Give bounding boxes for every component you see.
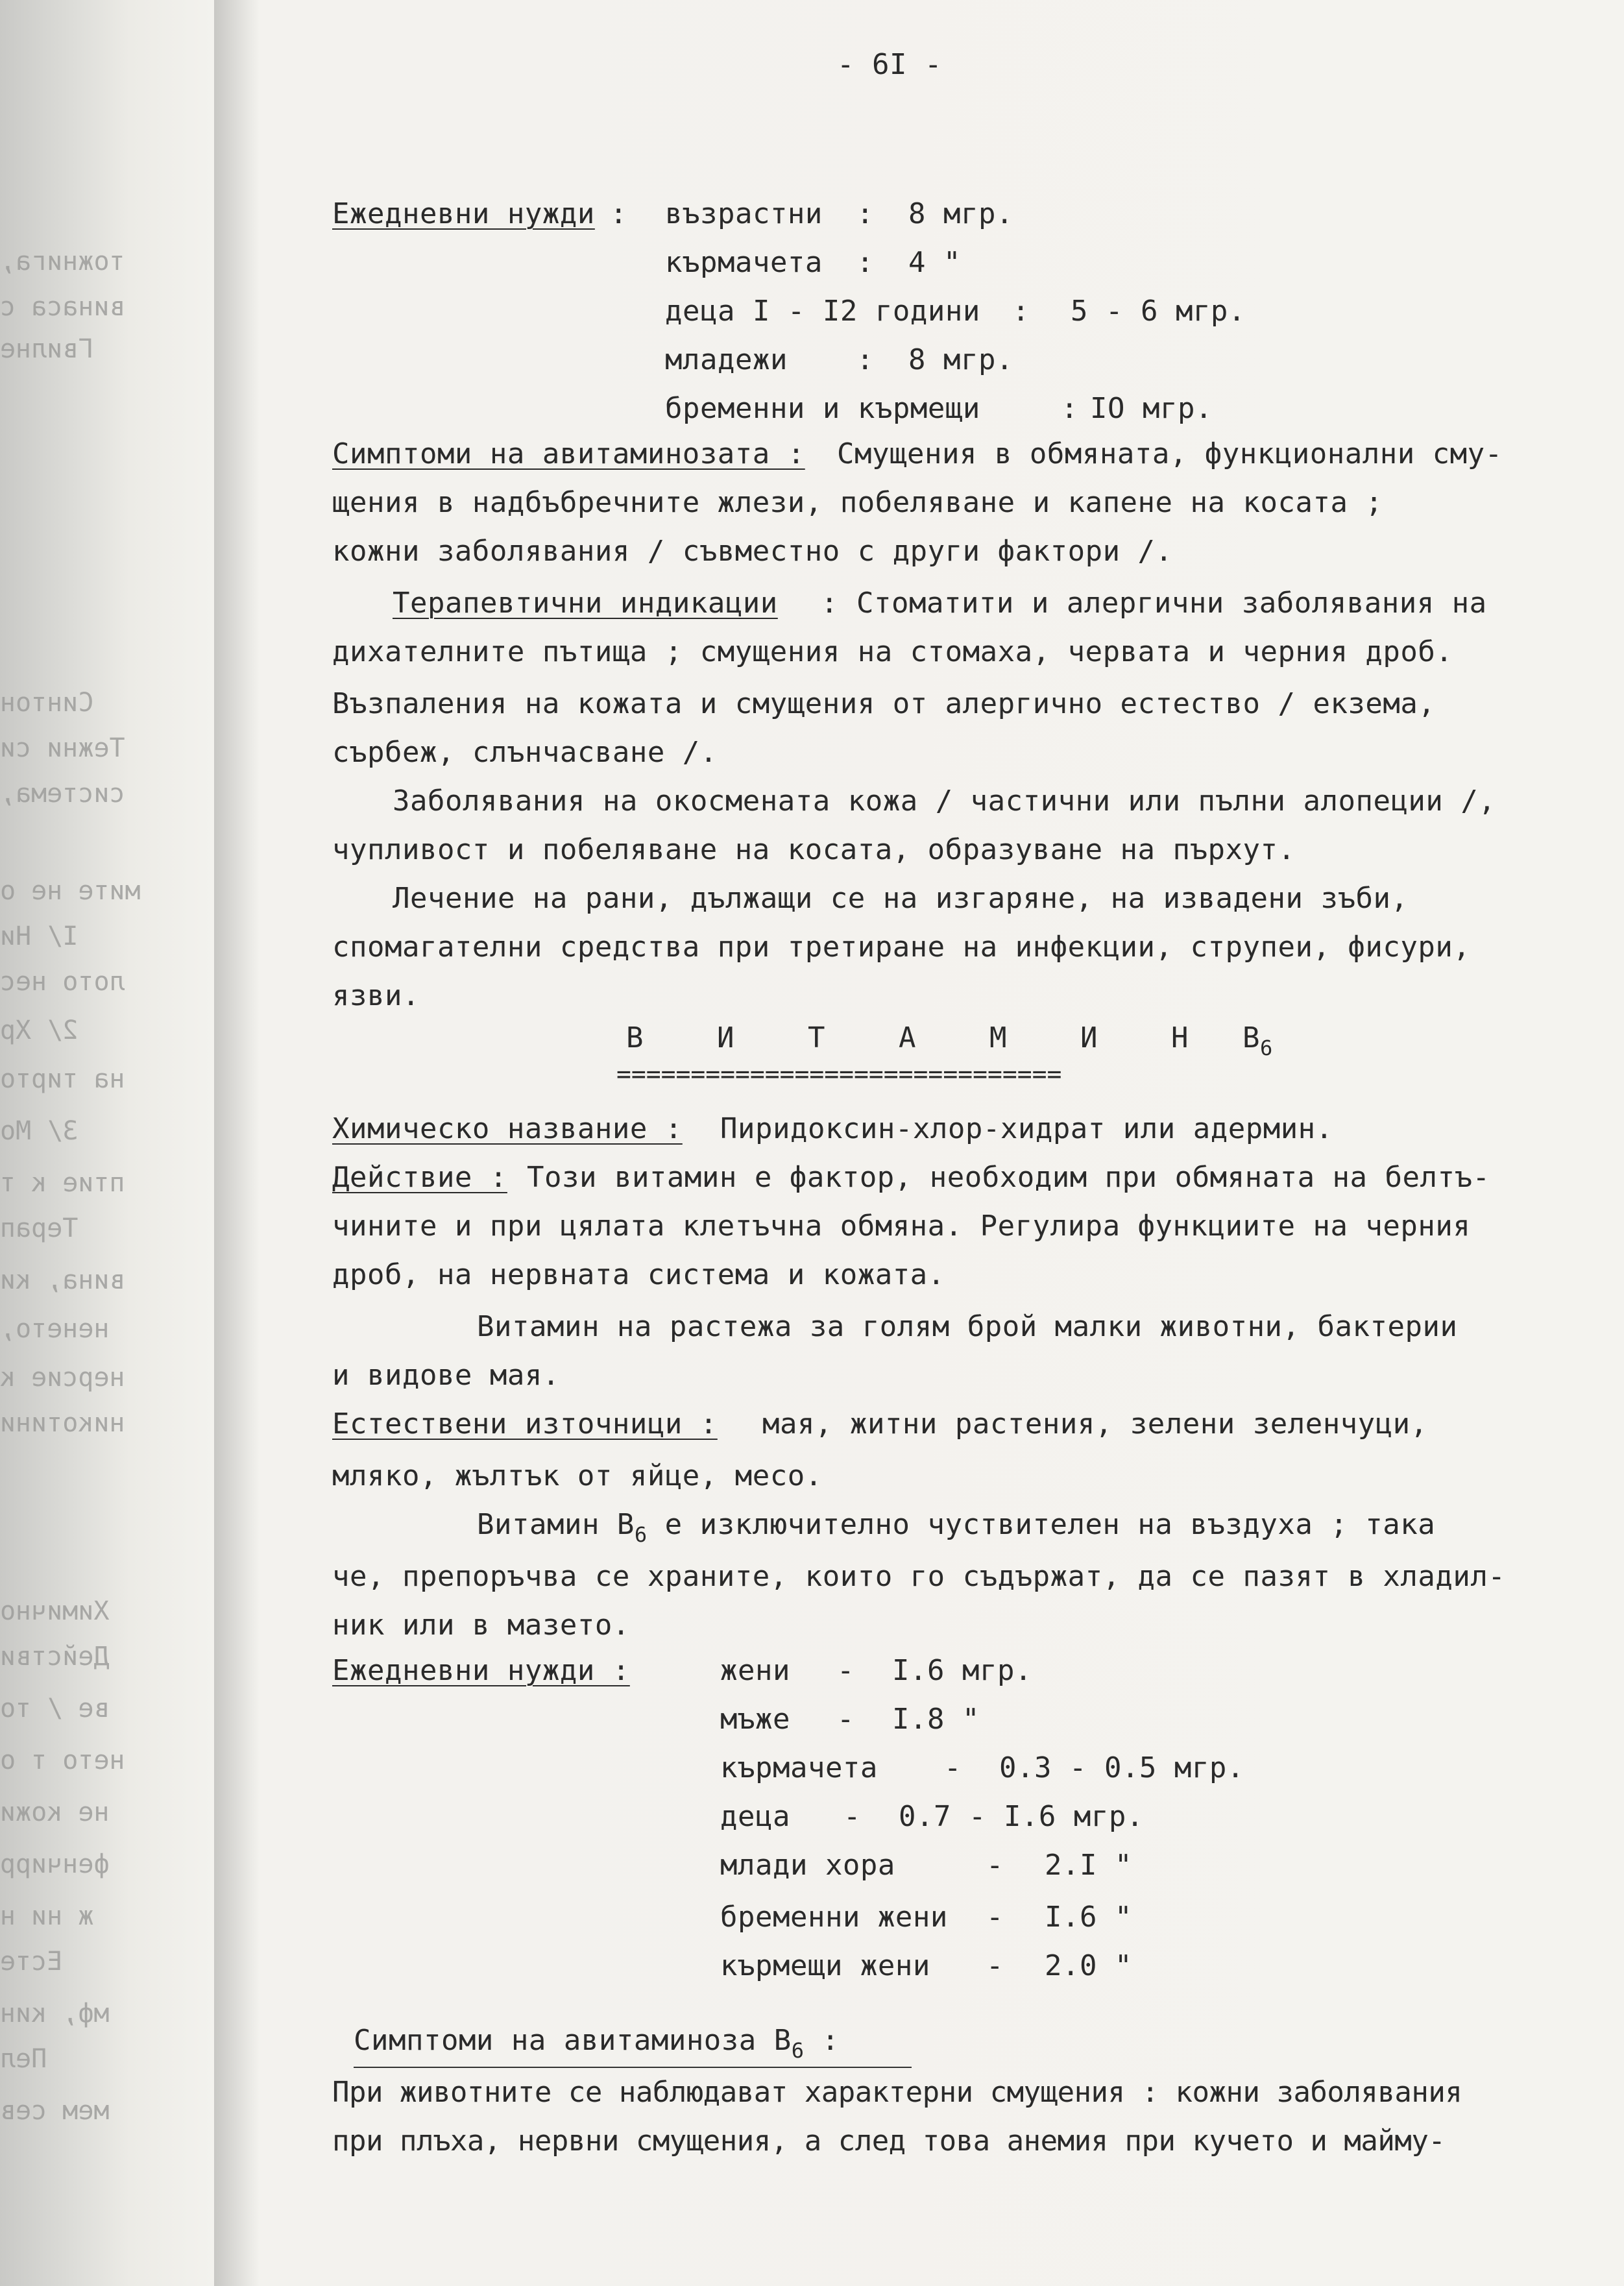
b6-action-line: дроб, на нервната система и кожата. (332, 1258, 945, 1291)
b6-sources-subscript: 6 (634, 1522, 648, 1547)
b6-daily-sep: - (986, 1949, 1004, 1982)
bleed-line: тожнига, (0, 247, 125, 276)
b5-daily-value: 8 мгр. (908, 343, 1013, 376)
b5-therapy-line: сърбеж, слънчасване /. (332, 736, 718, 769)
bleed-line: мф, кин (0, 1999, 110, 2028)
bleed-line: мем сев (0, 2096, 110, 2126)
bleed-line: лото нес (0, 967, 125, 997)
b5-therapy-heading: Терапевтични индикации (393, 587, 778, 620)
b6-sources-line: мляко, жълтък от яйце, месо. (332, 1459, 823, 1492)
b6-sources-line: мая, житни растения, зелени зеленчуци, (762, 1407, 1428, 1441)
b5-therapy-line: Заболявания на окосмената кожа / частични или пълни алопеции /, (393, 784, 1496, 818)
bleed-line: ненето, (0, 1314, 110, 1344)
bleed-line: ве / то (0, 1694, 110, 1723)
bleed-line: I/ Ни (0, 921, 79, 951)
b6-title-letter: А (899, 1021, 916, 1054)
b5-symptoms-line: щения в надбъбречните жлези, побеляване и капене на косата ; (332, 486, 1383, 519)
b5-symptoms-line: Смущения в обмяната, функционални сму- (837, 437, 1503, 470)
bleed-line: не кожи (0, 1797, 110, 1827)
b5-daily-label: кърмачета (665, 246, 823, 279)
bleed-line: винаса с (0, 292, 125, 322)
b6-title-letter: $В_6$ (1242, 1021, 1273, 1060)
b6-chem-label: Химическо название : (332, 1112, 683, 1145)
bleed-line: Гвилне (0, 334, 94, 364)
b6-title-letter: Н (1171, 1021, 1189, 1054)
b5-daily-sep: : (1061, 392, 1078, 425)
b5-daily-label: деца I - I2 години (665, 295, 980, 328)
bleed-line: на тирто (0, 1064, 125, 1094)
bleed-line: Есте (0, 1947, 63, 1976)
bleed-line: мите не о (0, 876, 141, 906)
b6-title-letter: И (717, 1021, 734, 1054)
bleed-line: птие к т (0, 1168, 125, 1198)
page-number: - 6I - (837, 48, 942, 81)
b5-daily-value: IO мгр. (1090, 392, 1213, 425)
bleed-line: нето т о (0, 1745, 125, 1775)
b6-sources-line: Витамин $В_6$ е изключително чуствителен на въздуха ; така (477, 1508, 1436, 1547)
b6-daily-label: мъже (720, 1703, 790, 1736)
b5-therapy-heading-colon: : (821, 587, 838, 620)
b6-daily-label: кърмачета (720, 1751, 878, 1784)
b6-daily-label: кърмещи жени (720, 1949, 930, 1982)
b5-therapy-line: спомагателни средства при третиране на инфекции, струпеи, фисури, (332, 930, 1471, 964)
b5-therapy-line: Стоматити и алергични заболявания на (856, 587, 1487, 620)
bleed-line: Химично (0, 1596, 110, 1626)
b6-daily-value: 0.3 - 0.5 мгр. (999, 1751, 1244, 1784)
bleed-line: Синтон (0, 688, 94, 718)
bleed-line: Действи (0, 1642, 110, 1672)
b6-daily-sep: - (837, 1703, 854, 1736)
b6-daily-value: I.6 мгр. (892, 1654, 1032, 1687)
b5-therapy-line: дихателните пътища ; смущения на стомаха, червата и черния дроб. (332, 635, 1453, 668)
b5-daily-sep: : (856, 343, 874, 376)
b6-daily-value: 0.7 - I.6 мгр. (899, 1800, 1144, 1833)
b6-daily-value: I.6 " (1045, 1901, 1132, 1934)
b5-symptoms-line: кожни заболявания / съвместно с други фактори /. (332, 535, 1173, 568)
b6-sources-label: Естествени източници : (332, 1407, 718, 1441)
b5-daily-value: 8 мгр. (908, 197, 1013, 230)
b6-daily-sep: - (843, 1800, 861, 1833)
b5-daily-value: 5 - 6 мгр. (1071, 295, 1246, 328)
b6-symptoms-line: При животните се наблюдават характерни смущения : кожни заболявания (332, 2076, 1462, 2109)
b6-daily-label: деца (720, 1800, 790, 1833)
bleed-line: никотини (0, 1408, 125, 1438)
b6-symptoms-heading: Симптоми на авитаминоза $В_6$ : (354, 2024, 840, 2063)
b6-action-line: Витамин на растежа за голям брой малки животни, бактерии (477, 1310, 1458, 1343)
b6-title-rule: ============================== (616, 1060, 1062, 1088)
b6-action-label: Действие : (332, 1161, 507, 1194)
b6-daily-label: жени (720, 1654, 790, 1687)
b6-daily-sep: - (944, 1751, 962, 1784)
b5-symptoms-heading: Симптоми на авитаминозата : (332, 437, 805, 470)
b5-daily-value: 4 " (908, 246, 961, 279)
bleed-line: фенчирр (0, 1849, 110, 1879)
b5-daily-sep: : (856, 197, 874, 230)
b6-title-letter: В (626, 1021, 644, 1054)
b6-symptoms-subscript: 6 (791, 2038, 805, 2063)
b6-daily-value: 2.0 " (1045, 1949, 1132, 1982)
bleed-line: Пел (0, 2044, 47, 2074)
b6-daily-sep: - (986, 1849, 1004, 1882)
b6-daily-label: млади хора (720, 1849, 895, 1882)
b6-title-letter: М (989, 1021, 1007, 1054)
b5-therapy-line: Възпаления на кожата и смущения от алергично естество / екзема, (332, 687, 1436, 720)
b6-daily-value: 2.I " (1045, 1849, 1132, 1882)
b6-symptoms-line: при плъха, нервни смущения, а след това анемия при кучето и майму- (332, 2124, 1446, 2158)
b5-therapy-line: Лечение на рани, дължащи се на изгаряне, на извадени зъби, (393, 882, 1409, 915)
bleed-line: нерсие к (0, 1363, 125, 1392)
b6-chem-value: Пиридоксин-хлор-хидрат или адермин. (720, 1112, 1333, 1145)
b6-daily-label: бременни жени (720, 1901, 948, 1934)
bleed-line: 3/ Мо (0, 1116, 79, 1146)
b6-title-letter: Т (808, 1021, 825, 1054)
b6-daily-heading: Ежедневни нужди : (332, 1654, 630, 1687)
b6-action-line: чините и при цялата клетъчна обмяна. Регулира функциите на черния (332, 1210, 1471, 1243)
b5-therapy-line: язви. (332, 979, 420, 1012)
bleed-line: система, (0, 779, 125, 809)
b5-therapy-line: чупливост и побеляване на косата, образуване на пърхут. (332, 833, 1296, 866)
bleed-line: Терап (0, 1213, 79, 1243)
b5-daily-label: младежи (665, 343, 788, 376)
b6-daily-sep: - (986, 1901, 1004, 1934)
b5-daily-label: бременни и кърмещи (665, 392, 980, 425)
b6-action-line: и видове мая. (332, 1359, 560, 1392)
b6-title-letter: И (1080, 1021, 1098, 1054)
b6-daily-sep: - (837, 1654, 854, 1687)
bleed-line: вина, ки (0, 1265, 125, 1295)
b5-daily-heading: Ежедневни нужди (332, 197, 595, 230)
b5-daily-label: възрастни (665, 197, 823, 230)
b5-daily-heading-colon: : (610, 197, 627, 230)
b6-symptoms-underline (354, 2067, 912, 2068)
b5-daily-sep: : (1012, 295, 1030, 328)
bleed-line: ж ни н (0, 1901, 94, 1931)
b5-daily-sep: : (856, 246, 874, 279)
b6-title-subscript: 6 (1260, 1036, 1273, 1060)
b6-sources-line: ник или в мазето. (332, 1609, 630, 1642)
bleed-line: 2/ Хр (0, 1015, 79, 1045)
b6-action-line: Този витамин е фактор, необходим при обмяната на белтъ- (527, 1161, 1490, 1194)
bleed-line: Тежни си (0, 733, 125, 763)
b6-sources-line: че, препоръчва се храните, които го съдържат, да се пазят в хладил- (332, 1560, 1506, 1593)
b6-daily-value: I.8 " (892, 1703, 980, 1736)
